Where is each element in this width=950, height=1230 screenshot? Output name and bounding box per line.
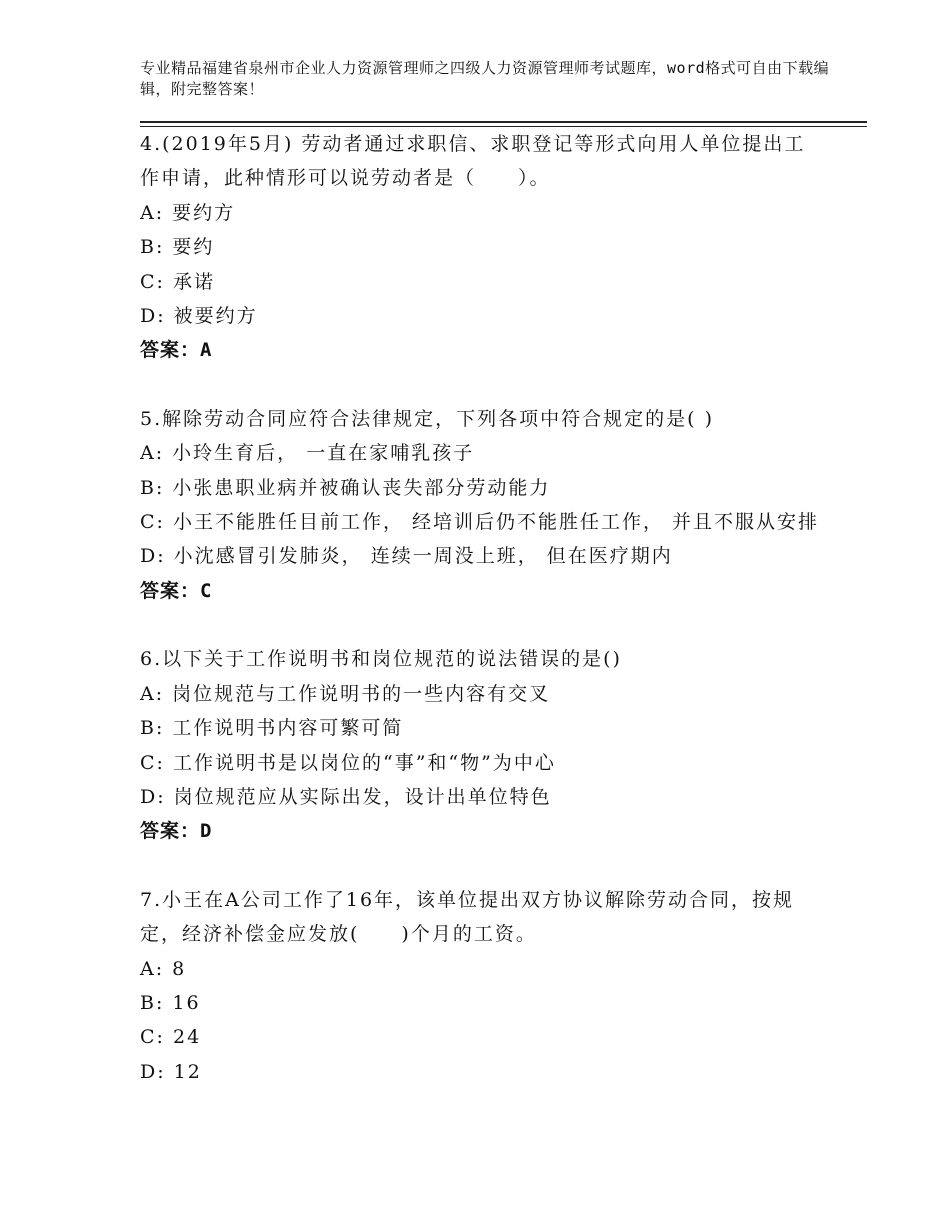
option-c: C: 工作说明书是以岗位的“事”和“物”为中心	[140, 751, 556, 774]
option-d: D: 12	[140, 1060, 202, 1083]
question-list	[140, 127, 820, 1123]
option-d: D: 岗位规范应从实际出发，设计出单位特色	[140, 785, 552, 808]
question-stem: 6.以下关于工作说明书和岗位规范的说法错误的是()	[140, 648, 622, 671]
option-b: B: 小张患职业病并被确认丧失部分劳动能力	[140, 476, 551, 499]
option-a: A: 8	[140, 957, 187, 980]
question-7	[140, 883, 820, 1089]
question-4	[140, 127, 820, 368]
option-a: A: 岗位规范与工作说明书的一些内容有交叉	[140, 682, 551, 705]
option-b: B: 16	[140, 991, 201, 1014]
option-d: D: 小沈感冒引发肺炎， 连续一周没上班， 但在医疗期内	[140, 545, 673, 568]
option-c: C: 小王不能胜任目前工作， 经培训后仍不能胜任工作， 并且不服从安排	[140, 511, 820, 534]
question-5	[140, 402, 820, 608]
question-stem: 5.解除劳动合同应符合法律规定，下列各项中符合规定的是( )	[140, 407, 714, 430]
option-d: D: 被要约方	[140, 305, 258, 328]
answer: 答案：C	[140, 579, 213, 602]
answer: 答案：A	[140, 339, 213, 362]
question-stem: 4.(2019年5月) 劳动者通过求职信、求职登记等形式向用人单位提出工作申请，此种情形可以说劳动者是（ ）。	[140, 133, 806, 190]
option-a: A: 小玲生育后， 一直在家哺乳孩子	[140, 442, 475, 465]
answer: 答案：D	[140, 820, 213, 843]
document-header: 专业精品福建省泉州市企业人力资源管理师之四级人力资源管理师考试题库，word格式可自由下载编辑，附完整答案！	[140, 59, 830, 98]
option-c: C: 承诺	[140, 270, 215, 293]
question-stem: 7.小王在A公司工作了16年，该单位提出双方协议解除劳动合同，按规定，经济补偿金应发放( )个月的工资。	[140, 888, 795, 946]
header-rule-thick	[140, 121, 867, 123]
question-6	[140, 642, 820, 848]
option-b: B: 要约	[140, 236, 215, 259]
option-c: C: 24	[140, 1026, 202, 1049]
option-a: A: 要约方	[140, 201, 236, 224]
option-b: B: 工作说明书内容可繁可简	[140, 717, 404, 740]
